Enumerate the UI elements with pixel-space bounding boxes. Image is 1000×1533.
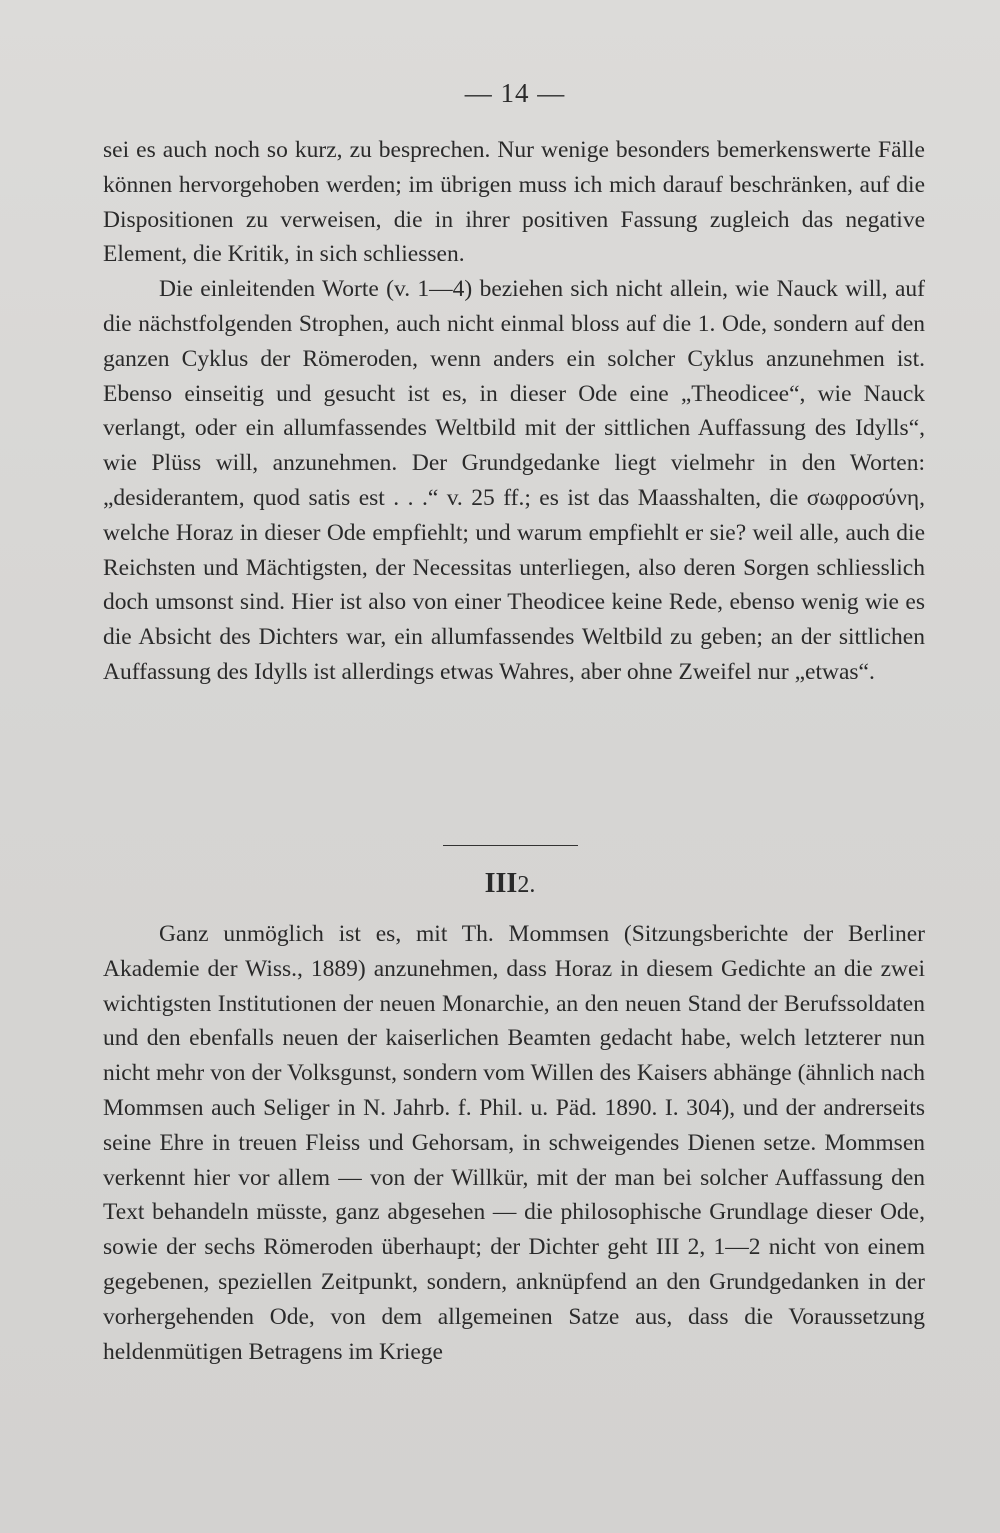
text-block-top xyxy=(103,133,925,690)
section-heading xyxy=(0,868,1000,900)
text-block-bottom xyxy=(103,917,925,1369)
paragraph-continuation: sei es auch noch so kurz, zu besprechen. Nur wenige besonders bemerkenswerte Fälle können hervorgehoben werden; im übrigen muss ich mich darauf beschränken, auf die Dispositionen zu verweisen, die in ihrer positiven Fassung zugleich das negative Element, die Kritik, in sich schliessen. xyxy=(103,137,925,268)
section-heading-number: 2. xyxy=(517,872,536,898)
paragraph-ode-2: Ganz unmöglich ist es, mit Th. Mommsen (Sitzungsberichte der Berliner Akademie der Wiss., 1889) anzunehmen, dass Horaz in diesem Gedichte an die zwei wichtigsten Institutionen der neuen Monarchie, an den neuen Stand der Berufssoldaten und den ebenfalls neuen der kaiserlichen Beamten gedacht habe, welch letzterer nun nicht mehr von der Volksgunst, sondern vom Willen des Kaisers abhänge (ähnlich nach Mommsen auch Seliger in N. Jahrb. f. Phil. u. Päd. 1890. I. 304), und der andrerseits seine Ehre in treuen Fleiss und Gehorsam, in schweigendes Dienen setze. Mommsen verkennt hier vor allem — von der Willkür, mit der man bei solcher Auffassung den Text behandeln müsste, ganz abgesehen — die philosophische Grundlage dieser Ode, sowie der sechs Römeroden überhaupt; der Dichter geht III 2, 1—2 nicht von einem gegebenen, speziellen Zeitpunkt, sondern, anknüpfend an den Grundgedanken in der vorhergehenden Ode, von dem allgemeinen Satze aus, dass die Voraussetzung heldenmütigen Betragens im Kriege xyxy=(103,921,925,1365)
section-divider xyxy=(443,845,578,846)
page-number: — 14 — xyxy=(464,78,566,108)
section-heading-roman: III xyxy=(484,868,518,899)
paragraph-ode-1: Die einleitenden Worte (v. 1—4) beziehen sich nicht allein, wie Nauck will, auf die nächstfolgenden Strophen, auch nicht einmal bloss auf die 1. Ode, sondern auf den ganzen Cyklus der Römeroden, wenn anders ein solcher Cyklus anzunehmen ist. Ebenso einseitig und gesucht ist es, in dieser Ode eine „Theodicee“, wie Nauck verlangt, oder ein allumfassendes Weltbild mit der sittlichen Auffassung des Idylls“, wie Plüss will, anzunehmen. Der Grundgedanke liegt vielmehr in den Worten: „desiderantem, quod satis est . . .“ v. 25 ff.; es ist das Maasshalten, die σωφροσύνη, welche Horaz in dieser Ode empfiehlt; und warum empfiehlt er sie? weil alle, auch die Reichsten und Mächtigsten, der Necessitas unterliegen, also deren Sorgen schliesslich doch umsonst sind. Hier ist also von einer Theodicee keine Rede, ebenso wenig wie es die Absicht des Dichters war, ein allumfassendes Weltbild zu geben; an der sittlichen Auffassung des Idylls ist allerdings etwas Wahres, aber ohne Zweifel nur „etwas“. xyxy=(103,276,925,685)
